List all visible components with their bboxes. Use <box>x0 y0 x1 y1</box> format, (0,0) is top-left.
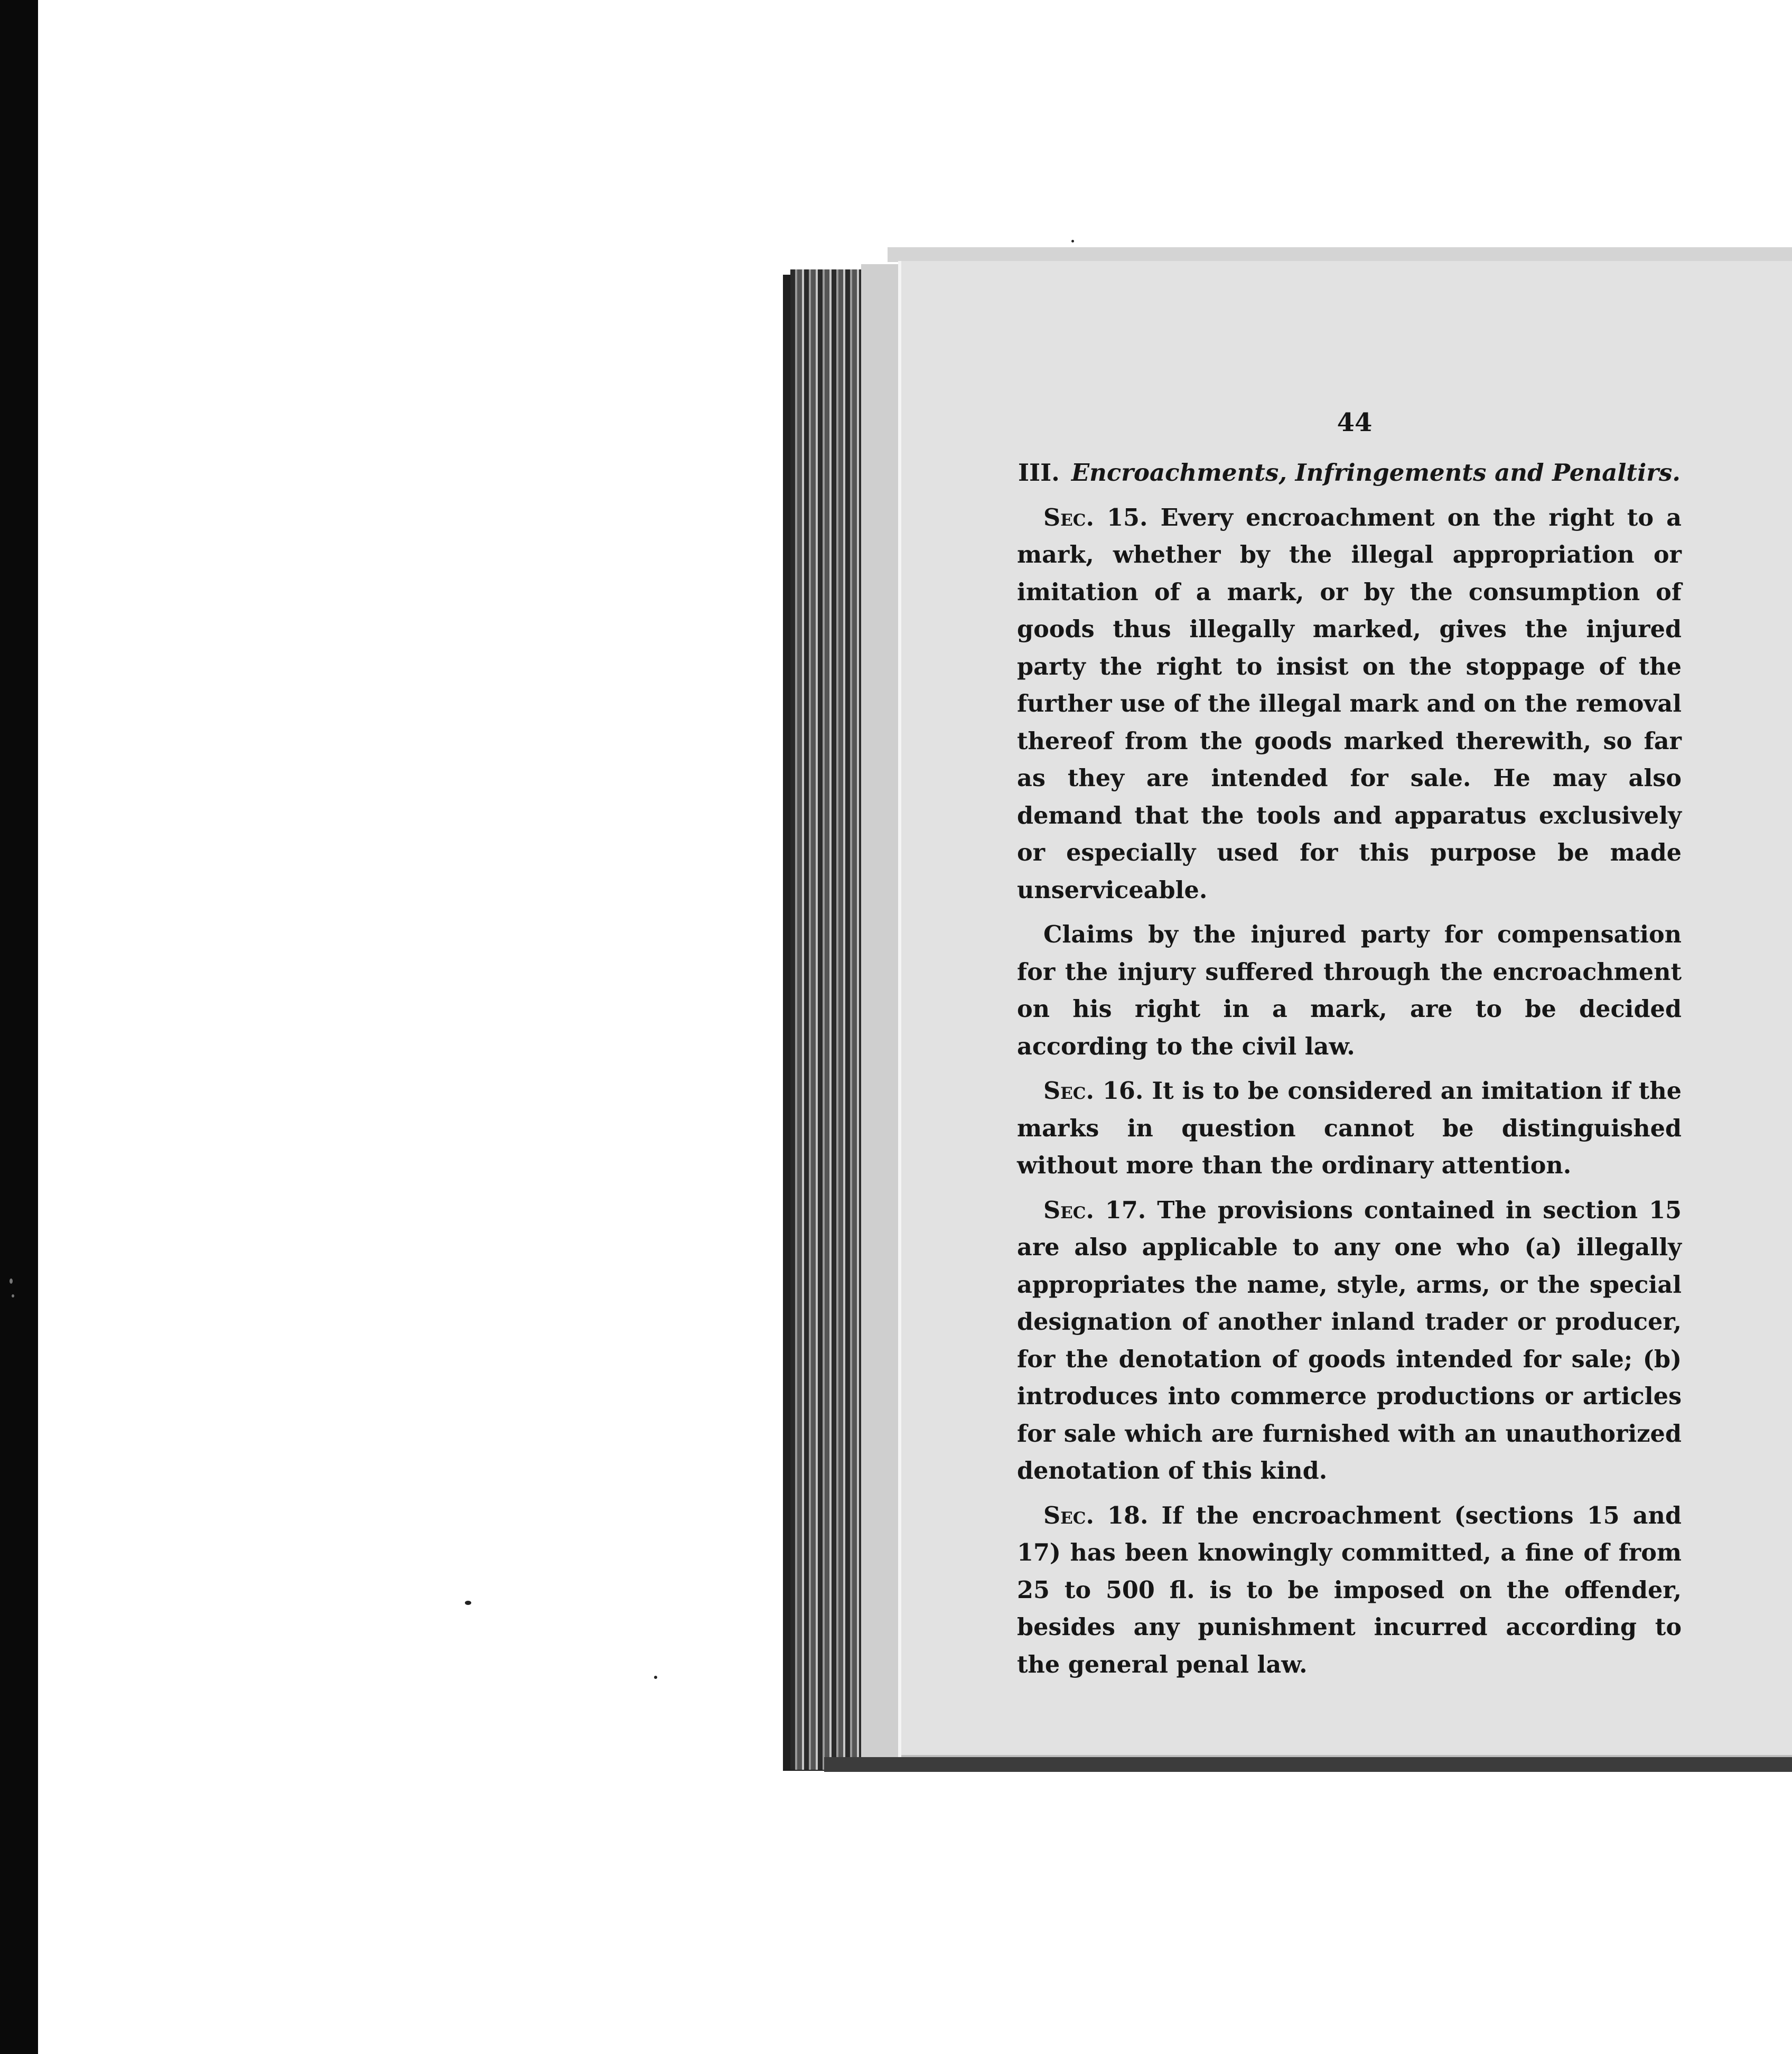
paragraph-sec-18 <box>1017 1497 1682 1684</box>
section-label: Sec. <box>1043 1196 1094 1224</box>
scan-speck <box>1071 240 1074 242</box>
paragraph-text: Claims by the injured party for compensation for the injury suffered through the encroachment on his right in a mark, are to be decided according to the civil law. <box>1017 921 1682 1060</box>
paragraph-claims <box>1017 916 1682 1065</box>
page-number: 44 <box>1337 408 1373 437</box>
page-bottom-edge <box>824 1757 1792 1772</box>
section-label: Sec. <box>1043 1501 1094 1529</box>
paragraph-sec-16 <box>1017 1072 1682 1184</box>
section-heading <box>1017 454 1682 492</box>
scan-speck <box>10 1278 13 1284</box>
paragraph-text: 16. It is to be considered an imitation if the marks in question cannot be distinguished without more than the ordinary attention. <box>1017 1077 1682 1179</box>
scan-left-border <box>0 0 38 2054</box>
paragraph-sec-17 <box>1017 1192 1682 1490</box>
paragraph-sec-15 <box>1017 499 1682 909</box>
scan-speck <box>12 1294 14 1297</box>
paragraph-text: 18. If the encroachment (sections 15 and 17) has been knowingly committed, a fine of from 25 to 500 fl. is to be imposed on the offender, besides any punishment incurred according to the general penal law. <box>1017 1501 1682 1678</box>
scan-speck <box>465 1601 471 1605</box>
paragraph-text: 17. The provisions contained in section 15 are also applicable to any one who (a) illegally appropriates the name, style, arms, or the special designation of another inland trader or producer, for the denotation of goods intended for sale; (b) introduces into commerce productions or articles for sale which are furnished with an unauthorized denotation of this kind. <box>1017 1196 1682 1485</box>
page-top-edge <box>888 247 1792 262</box>
page-text-block <box>1017 407 1682 1691</box>
section-label: Sec. <box>1043 503 1094 531</box>
section-label: Sec. <box>1043 1077 1094 1105</box>
heading-numeral: III. <box>1018 459 1060 487</box>
scan-speck <box>654 1676 657 1679</box>
paragraph-text: 15. Every encroachment on the right to a mark, whether by the illegal appropriation or imitation of a mark, or by the consumption of goods thus illegally marked, gives the injured party the right to insist on the stoppage of the further use of the illegal mark and on the removal thereof from the goods marked therewith, so far as they are intended for sale. He may also demand that the tools and apparatus exclusively or especially used for this purpose be made unserviceable. <box>1017 503 1682 904</box>
heading-title: Encroachments, Infringements and Penaltirs. <box>1071 459 1681 487</box>
